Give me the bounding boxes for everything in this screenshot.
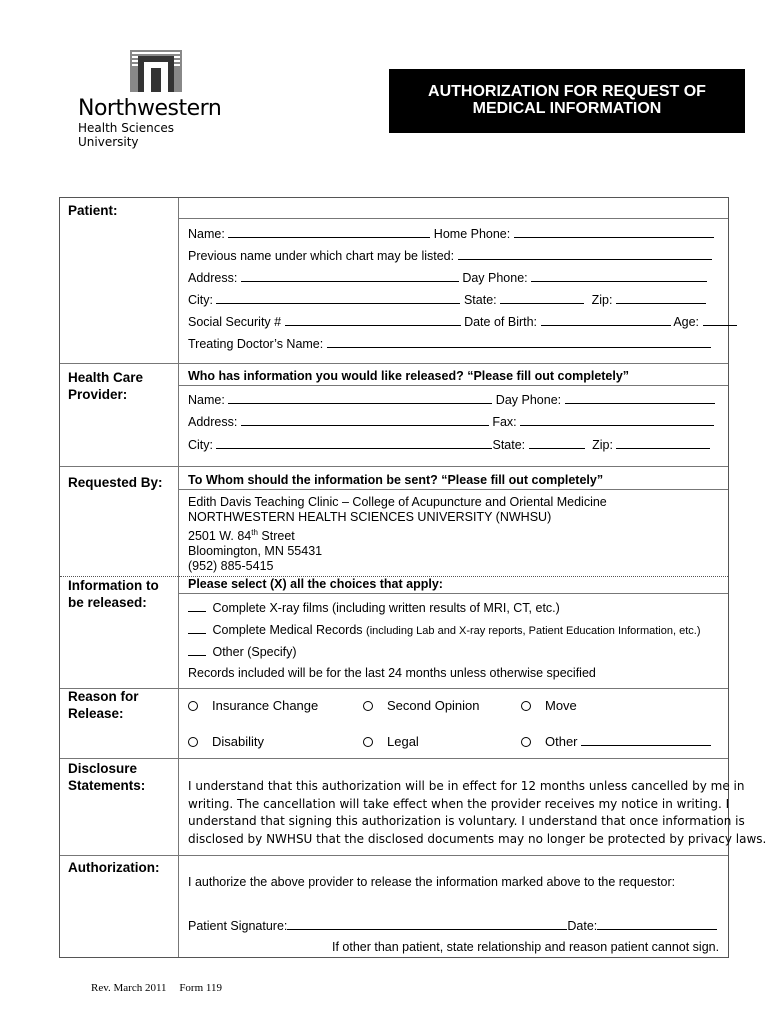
radio-icon <box>188 737 198 747</box>
divider <box>60 363 728 364</box>
provider-state-field[interactable] <box>529 437 585 449</box>
logo <box>78 50 238 149</box>
other-specify-checkbox[interactable] <box>188 644 206 656</box>
radio-icon <box>521 737 531 747</box>
provider-day-phone-field[interactable] <box>565 392 715 404</box>
reason-disability-option[interactable]: Disability <box>188 734 264 749</box>
previous-name-field[interactable] <box>458 248 712 260</box>
option-xray-films: Complete X-ray films (including written results of MRI, CT, etc.) <box>188 600 560 615</box>
radio-icon <box>188 701 198 711</box>
recipient-address: Edith Davis Teaching Clinic – College of Acupuncture and Oriental Medicine NORTHWESTERN HEALTH SCIENCES UNIVERSITY (NWHSU) 2501 W. 84th Street Bloomington, MN 55431 (952) 885-5415 <box>188 495 607 574</box>
provider-label: Health Care Provider: <box>68 370 144 402</box>
provider-zip-field[interactable] <box>616 437 710 449</box>
reason-insurance-change-option[interactable]: Insurance Change <box>188 698 318 713</box>
patient-ssn-field[interactable] <box>285 314 461 326</box>
requested-by-label: Requested By: <box>68 475 163 490</box>
provider-fax-field[interactable] <box>520 414 714 426</box>
reason-second-opinion-option[interactable]: Second Opinion <box>363 698 480 713</box>
logo-name: Northwestern <box>78 96 222 121</box>
info-instruction: Please select (X) all the choices that apply: <box>188 577 443 591</box>
info-released-label: Information to be released: <box>68 578 159 610</box>
patient-dob-field[interactable] <box>541 314 671 326</box>
patient-home-phone-field[interactable] <box>514 226 714 238</box>
patient-label: Patient: <box>68 203 118 218</box>
divider <box>178 385 728 386</box>
revision-date: Rev. March 2011 <box>91 982 167 994</box>
patient-state-field[interactable] <box>500 292 584 304</box>
patient-city-row: City: State: Zip: <box>188 292 706 307</box>
provider-city-row: City: State: Zip: <box>188 437 710 452</box>
patient-city-field[interactable] <box>216 292 460 304</box>
previous-name-row: Previous name under which chart may be listed: <box>188 248 712 263</box>
provider-address-field[interactable] <box>241 414 489 426</box>
patient-zip-field[interactable] <box>616 292 706 304</box>
divider <box>60 688 728 689</box>
option-medical-records: Complete Medical Records (including Lab and X-ray reports, Patient Education Information, etc.) <box>188 622 701 637</box>
provider-name-row: Name: Day Phone: <box>188 392 715 407</box>
option-other: Other (Specify) <box>188 644 297 659</box>
authorization-label: Authorization: <box>68 860 160 875</box>
patient-day-phone-field[interactable] <box>531 270 707 282</box>
patient-ssn-row: Social Security # Date of Birth: Age: <box>188 314 737 329</box>
form-footer <box>91 982 222 994</box>
provider-name-field[interactable] <box>228 392 492 404</box>
provider-address-row: Address: Fax: <box>188 414 714 429</box>
form-title-line2: MEDICAL INFORMATION <box>472 100 662 117</box>
provider-city-field[interactable] <box>216 437 492 449</box>
patient-name-field[interactable] <box>228 226 430 238</box>
university-logo-mark-icon <box>130 50 182 92</box>
disclosure-statement: I understand that this authorization will be in effect for 12 months unless cancelled by me in writing. The cancellation will take effect when the provider receives my notice in writing. I understand that signing this authorization is voluntary. I understand that once information is disclosed by NWHSU that the disclosed documents may no longer be protected by privacy laws. <box>188 779 767 846</box>
disclosure-label: Disclosure Statements: <box>68 761 146 793</box>
reason-other-field[interactable] <box>581 734 711 746</box>
divider <box>178 593 728 594</box>
relationship-note: If other than patient, state relationship and reason patient cannot sign. <box>332 940 720 954</box>
logo-subtitle: Health Sciences University <box>78 121 174 149</box>
xray-films-checkbox[interactable] <box>188 600 206 612</box>
treating-doctor-row: Treating Doctor’s Name: <box>188 336 711 351</box>
column-divider <box>178 198 179 957</box>
form-title <box>389 69 745 133</box>
radio-icon <box>363 737 373 747</box>
divider <box>178 489 728 490</box>
reason-label: Reason for Release: <box>68 689 139 721</box>
authorization-form <box>59 197 767 958</box>
patient-name-row: Name: Home Phone: <box>188 226 714 241</box>
radio-icon <box>521 701 531 711</box>
patient-address-row: Address: Day Phone: <box>188 270 707 285</box>
medical-records-checkbox[interactable] <box>188 622 206 634</box>
records-note: Records included will be for the last 24 months unless otherwise specified <box>188 666 596 680</box>
divider <box>178 218 728 219</box>
patient-address-field[interactable] <box>241 270 459 282</box>
recipient-street: 2501 W. 84th Street <box>188 528 295 544</box>
divider <box>60 466 728 467</box>
reason-move-option[interactable]: Move <box>521 698 577 713</box>
form-title-line1: AUTHORIZATION FOR REQUEST OF <box>428 83 706 100</box>
form-number: Form 119 <box>179 982 222 994</box>
requested-by-question: To Whom should the information be sent? “Please fill out completely” <box>188 473 604 487</box>
reason-other-option[interactable]: Other <box>521 734 711 749</box>
divider <box>60 855 728 856</box>
signature-date-field[interactable] <box>597 918 717 930</box>
authorization-statement: I authorize the above provider to release the information marked above to the requestor: <box>188 875 676 889</box>
reason-legal-option[interactable]: Legal <box>363 734 419 749</box>
treating-doctor-field[interactable] <box>327 336 711 348</box>
provider-question: Who has information you would like released? “Please fill out completely” <box>188 369 630 383</box>
patient-age-field[interactable] <box>703 314 737 326</box>
divider <box>60 758 728 759</box>
signature-row: Patient Signature: Date: <box>188 918 717 933</box>
patient-signature-field[interactable] <box>287 918 567 930</box>
radio-icon <box>363 701 373 711</box>
